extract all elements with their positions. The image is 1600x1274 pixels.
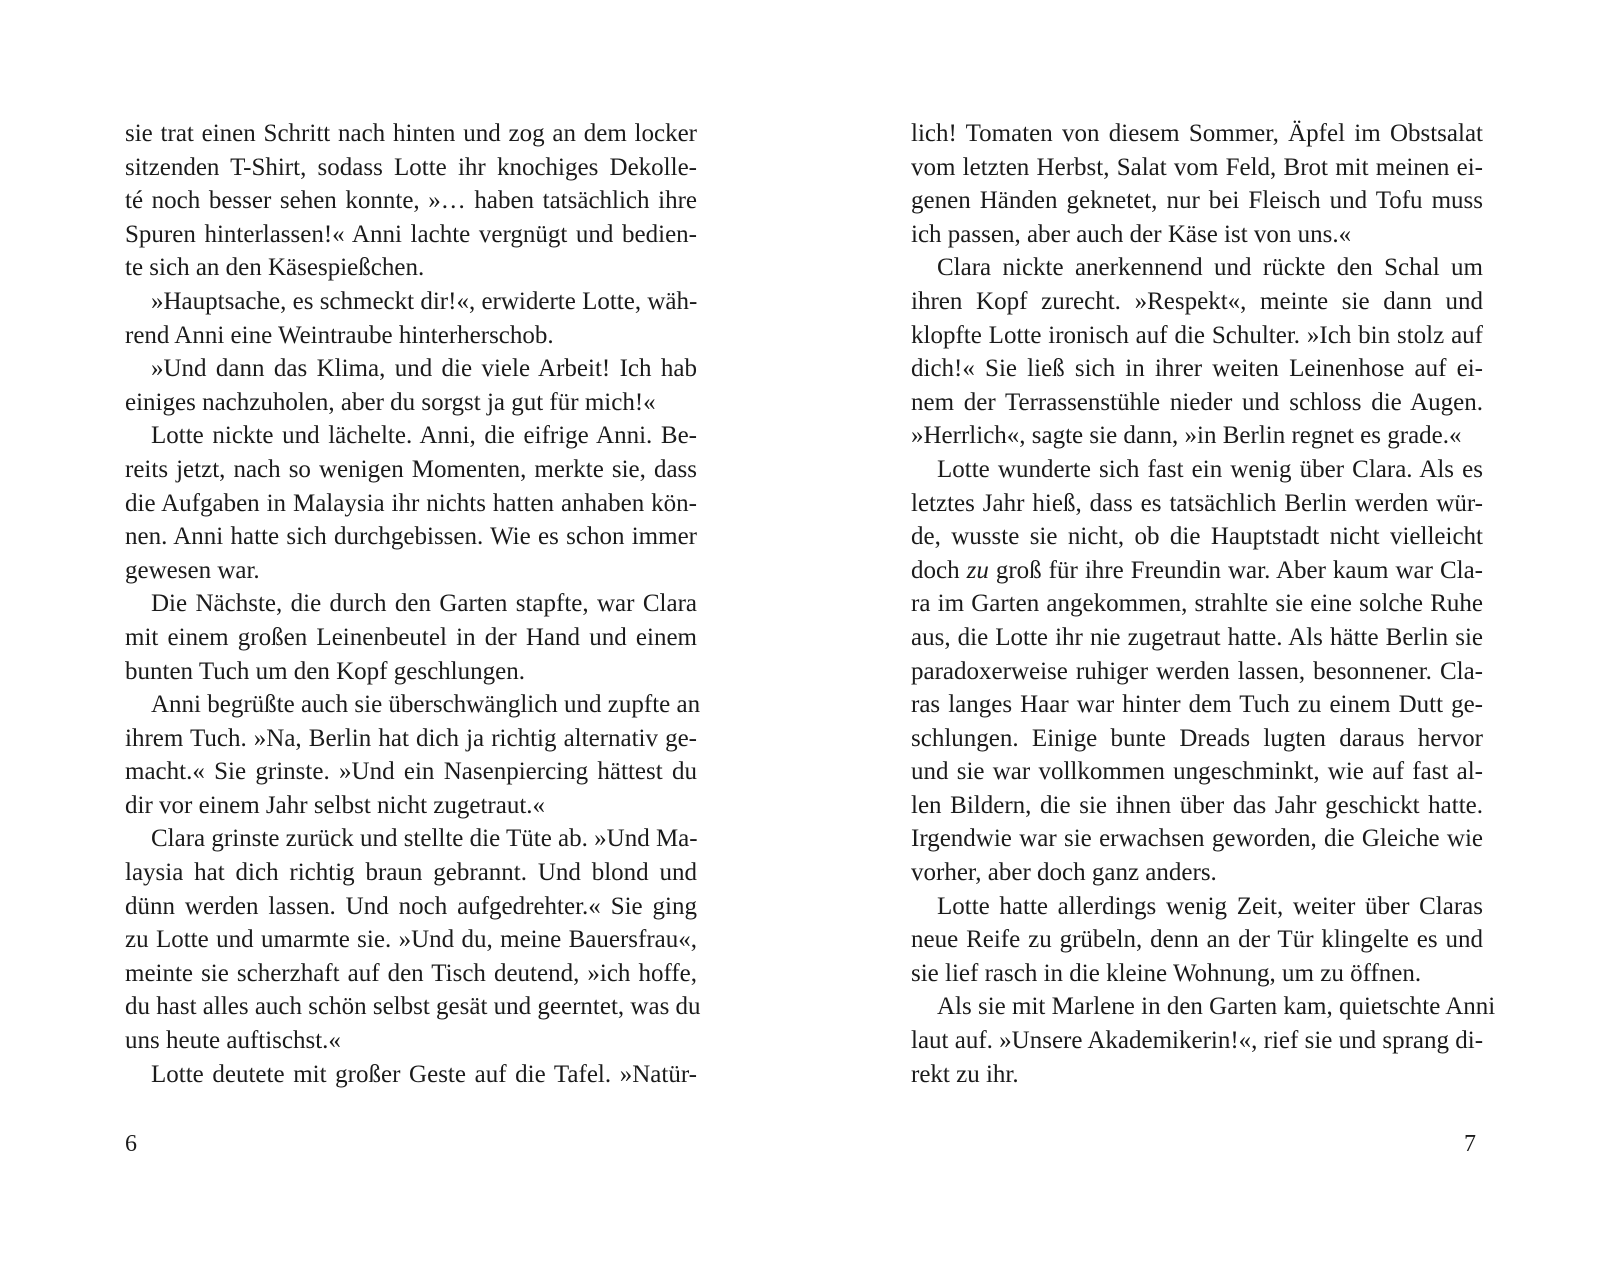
text-line: rend Anni eine Weintraube hinterherschob. xyxy=(125,321,554,349)
left-page xyxy=(125,117,701,1091)
right-page-number: 7 xyxy=(1464,1131,1476,1157)
text-line: Als sie mit Marlene in den Garten kam, quietschte Anni xyxy=(937,993,1496,1021)
text-line: zu Lotte und umarmte sie. »Und du, meine Bauersfrau«, xyxy=(125,926,697,954)
text-line: du hast alles auch schön selbst gesät und geerntet, was du xyxy=(125,993,701,1021)
text-line: meinte sie scherzhaft auf den Tisch deutend, »ich hoffe, xyxy=(125,959,697,987)
right-page xyxy=(911,117,1496,1091)
text-line: sitzenden T-Shirt, sodass Lotte ihr knochiges Dekolle- xyxy=(125,153,697,181)
text-line: letztes Jahr hieß, dass es tatsächlich Berlin werden wür- xyxy=(911,489,1483,517)
text-line: sie lief rasch in die kleine Wohnung, um zu öffnen. xyxy=(911,959,1422,987)
text-line: neue Reife zu grübeln, denn an der Tür klingelte es und xyxy=(911,926,1483,954)
text-line: macht.« Sie grinste. »Und ein Nasenpiercing hättest du xyxy=(125,758,697,786)
text-line: vorher, aber doch ganz anders. xyxy=(911,859,1217,887)
text-line: reits jetzt, nach so wenigen Momenten, merkte sie, dass xyxy=(125,455,697,483)
text-line: nen. Anni hatte sich durchgebissen. Wie es schon immer xyxy=(125,523,697,551)
text-line: Lotte hatte allerdings wenig Zeit, weiter über Claras xyxy=(937,892,1483,920)
text-segment: groß für ihre Freundin war. Aber kaum war Cla- xyxy=(988,556,1483,584)
text-line: te sich an den Käsespießchen. xyxy=(125,254,425,282)
text-line: genen Händen geknetet, nur bei Fleisch und Tofu muss xyxy=(911,187,1483,215)
text-line: Anni begrüßte auch sie überschwänglich und zupfte an xyxy=(151,691,701,719)
text-line: sie trat einen Schritt nach hinten und zog an dem locker xyxy=(125,120,697,147)
emphasized-word: zu xyxy=(966,556,989,584)
text-line: nem der Terrassenstühle nieder und schloss die Augen. xyxy=(911,388,1483,416)
text-line: ras langes Haar war hinter dem Tuch zu einem Dutt ge- xyxy=(911,691,1483,719)
right-page-text xyxy=(911,117,1496,1091)
text-line: »Hauptsache, es schmeckt dir!«, erwiderte Lotte, wäh- xyxy=(151,287,698,315)
text-line: ihren Kopf zurecht. »Respekt«, meinte sie dann und xyxy=(911,287,1483,315)
text-line: »Herrlich«, sagte sie dann, »in Berlin regnet es grade.« xyxy=(911,422,1462,450)
text-line: die Aufgaben in Malaysia ihr nichts hatten anhaben kön- xyxy=(125,489,697,517)
text-line: gewesen war. xyxy=(125,556,260,584)
left-page-text xyxy=(125,117,701,1091)
left-page-number: 6 xyxy=(125,1131,137,1157)
text-line: laysia hat dich richtig braun gebrannt. Und blond und xyxy=(125,859,697,887)
text-line: dünn werden lassen. Und noch aufgedrehter.« Sie ging xyxy=(125,892,697,920)
text-line: ihrem Tuch. »Na, Berlin hat dich ja richtig alternativ ge- xyxy=(125,724,697,752)
text-line: bunten Tuch um den Kopf geschlungen. xyxy=(125,657,525,685)
text-line: laut auf. »Unsere Akademikerin!«, rief sie und sprang di- xyxy=(911,1027,1484,1055)
text-line: aus, die Lotte ihr nie zugetraut hatte. Als hätte Berlin sie xyxy=(911,623,1483,651)
text-line: und sie war vollkommen ungeschminkt, wie auf fast al- xyxy=(911,758,1483,786)
text-line: dir vor einem Jahr selbst nicht zugetraut.« xyxy=(125,791,546,819)
text-line: klopfte Lotte ironisch auf die Schulter. »Ich bin stolz auf xyxy=(911,321,1483,349)
text-line: ra im Garten angekommen, strahlte sie eine solche Ruhe xyxy=(911,590,1483,618)
text-line: de, wusste sie nicht, ob die Hauptstadt nicht vielleicht xyxy=(911,523,1483,551)
text-line: té noch besser sehen konnte, »… haben tatsächlich ihre xyxy=(125,187,697,215)
text-line: len Bildern, die sie ihnen über das Jahr geschickt hatte. xyxy=(911,791,1483,819)
text-line: lich! Tomaten von diesem Sommer, Äpfel im Obstsalat xyxy=(911,120,1483,147)
text-line: »Und dann das Klima, und die viele Arbeit! Ich hab xyxy=(151,355,697,383)
text-line: einiges nachzuholen, aber du sorgst ja gut für mich!« xyxy=(125,388,656,416)
text-line: Clara grinste zurück und stellte die Tüte ab. »Und Ma- xyxy=(151,825,698,853)
text-line: ich passen, aber auch der Käse ist von uns.« xyxy=(911,220,1352,248)
text-line: vom letzten Herbst, Salat vom Feld, Brot mit meinen ei- xyxy=(911,153,1483,181)
text-line: Lotte wunderte sich fast ein wenig über Clara. Als es xyxy=(937,455,1483,483)
text-line: Die Nächste, die durch den Garten stapfte, war Clara xyxy=(151,590,697,618)
text-line: Lotte nickte und lächelte. Anni, die eifrige Anni. Be- xyxy=(151,422,697,450)
text-line: mit einem großen Leinenbeutel in der Hand und einem xyxy=(125,623,697,651)
text-line: rekt zu ihr. xyxy=(911,1060,1019,1088)
text-line: Clara nickte anerkennend und rückte den Schal um xyxy=(937,254,1483,282)
text-line: dich!« Sie ließ sich in ihrer weiten Leinenhose auf ei- xyxy=(911,355,1483,383)
text-line: Lotte deutete mit großer Geste auf die Tafel. »Natür- xyxy=(151,1060,697,1088)
text-segment: doch xyxy=(911,556,967,584)
text-line: Spuren hinterlassen!« Anni lachte vergnügt und bedien- xyxy=(125,220,697,248)
text-line: Irgendwie war sie erwachsen geworden, die Gleiche wie xyxy=(911,825,1483,853)
text-line xyxy=(911,554,1483,588)
text-line: schlungen. Einige bunte Dreads lugten daraus hervor xyxy=(911,724,1483,752)
text-line: paradoxerweise ruhiger werden lassen, besonnener. Cla- xyxy=(911,657,1483,685)
text-line: uns heute auftischst.« xyxy=(125,1027,341,1055)
